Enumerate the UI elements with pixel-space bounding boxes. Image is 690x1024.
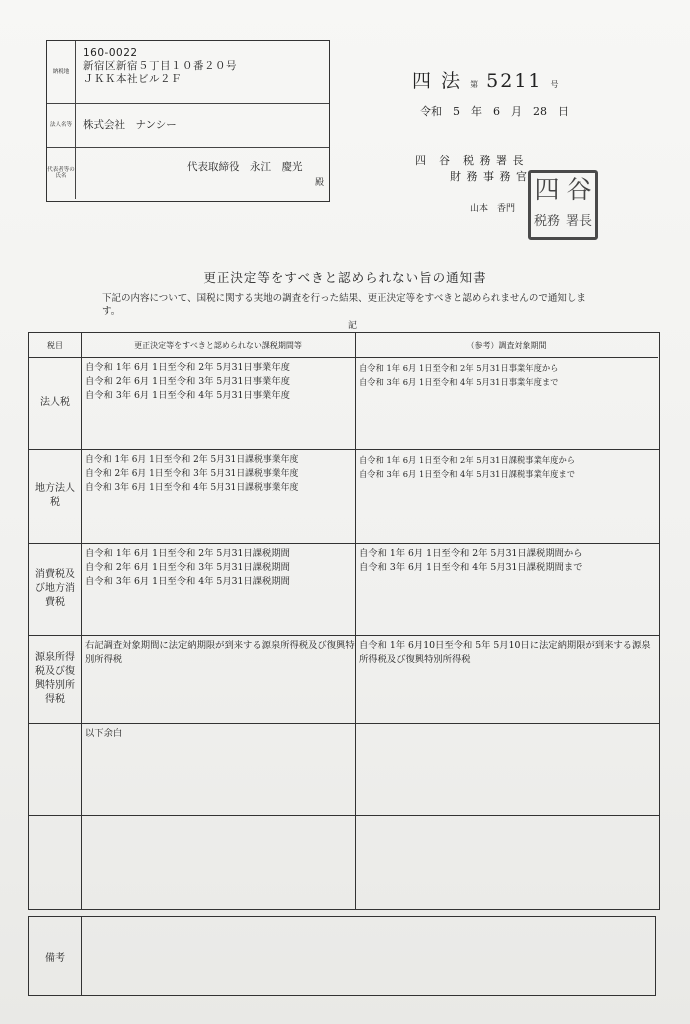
period-line: 自令和 1年 6月 1日至令和 2年 5月31日課税期間 [85,548,290,559]
seal-char: 谷 [566,174,592,204]
officer-title: 財 務 事 務 官 [450,170,528,183]
reference-cell [359,361,659,389]
taxpayer-box [46,40,330,202]
periods-cell [85,453,357,495]
address-value [83,47,325,86]
table-row [29,449,659,544]
period-line: 自令和 3年 6月 1日至令和 4年 5月31日事業年度 [85,390,290,401]
table-row [29,543,659,636]
document-date: 令和 5 年 6 月 28 日 [420,105,569,118]
reference-line: 自令和 1年 6月 1日至令和 2年 5月31日事業年度から [359,363,559,373]
tax-item-cell [29,723,81,815]
period-line: 自令和 2年 6月 1日至令和 3年 5月31日課税事業年度 [85,469,299,479]
table-body [29,357,659,909]
period-line: 以下余白 [85,728,123,739]
official-seal [528,170,598,240]
period-line: 自令和 1年 6月 1日至令和 2年 5月31日課税事業年度 [85,455,299,465]
reference-line: 自令和 3年 6月 1日至令和 4年 5月31日事業年度まで [359,377,559,387]
representative-label: 代表者等の氏名 [47,147,76,199]
address-label: 納税地 [47,41,76,103]
officer-name: 山本 香門 [470,204,516,214]
address-line: 160-0022 [83,47,138,59]
intro-text: 下記の内容について、国税に関する実地の調査を行った結果、更正決定等をすべきと認められませんので通知します。 [102,293,586,317]
period-line: 自令和 3年 6月 1日至令和 4年 5月31日課税期間 [85,576,290,587]
representative-name: 代表取締役 永江 慶光 [187,161,303,173]
honorific: 殿 [315,178,325,188]
tax-item-cell [29,815,81,909]
address-row [47,41,329,104]
document-number-value: 5211 [486,70,543,92]
table-row [29,357,659,450]
periods-cell [85,639,357,667]
company-name: 株式会社 ナンシー [83,119,177,131]
seal-char: 四 [534,174,560,204]
periods-cell [85,547,357,589]
company-row [47,103,329,148]
tax-table [28,332,660,910]
document-number-mark: 第 [470,80,479,89]
reference-cell [359,639,659,667]
remarks-label: 備考 [29,917,82,995]
tax-item-cell: 消費税及び地方消費税 [35,569,75,608]
document-number-suffix: 号 [550,80,559,89]
tax-item-cell: 源泉所得税及び復興特別所得税 [35,652,75,705]
periods-cell [85,361,357,403]
reference-cell [359,547,659,575]
period-line: 自令和 1年 6月 1日至令和 2年 5月31日事業年度 [85,362,290,373]
seal-char: 税務 [533,213,560,229]
tax-item-cell: 法人税 [40,397,70,408]
reference-cell [359,453,659,481]
tax-item-cell: 地方法人税 [35,483,75,508]
document-number [412,66,559,93]
table-row [29,635,659,724]
header-reference: （参考）調査対象期間 [355,333,658,358]
period-line: 右記調査対象期間に法定納期限が到来する源泉所得税及び復興特別所得税 [85,640,355,665]
period-line: 自令和 2年 6月 1日至令和 3年 5月31日事業年度 [85,376,290,387]
table-row [29,723,659,816]
table-row [29,815,659,909]
document-number-prefix: 四 法 [412,70,463,92]
address-line: 新宿区新宿５丁目１０番２０号 [83,60,237,72]
document-title: 更正決定等をすべきと認められない旨の通知書 [203,270,487,285]
reference-line: 自令和 1年 6月 1日至令和 2年 5月31日課税事業年度から [359,455,576,465]
remarks-box [28,916,656,996]
period-line: 自令和 2年 6月 1日至令和 3年 5月31日課税期間 [85,562,290,573]
reference-line: 自令和 3年 6月 1日至令和 4年 5月31日課税事業年度まで [359,469,576,479]
period-line: 自令和 3年 6月 1日至令和 4年 5月31日課税事業年度 [85,483,299,493]
reference-line: 自令和 3年 6月 1日至令和 4年 5月31日課税期間まで [359,562,583,573]
header-periods: 更正決定等をすべきと認められない課税期間等 [81,333,355,358]
representative-row [47,147,329,199]
reference-line: 自令和 1年 6月10日至令和 5年 5月10日に法定納期限が到来する源泉所得税及び復興特別所得税 [359,640,651,665]
ki-mark: 記 [348,321,358,331]
company-label: 法人名等 [47,103,76,147]
tax-office-title: 四 谷 税 務 署 長 [415,154,525,167]
header-tax-item: 税目 [29,333,81,358]
seal-char: 署長 [565,213,592,229]
address-line: ＪＫＫ本社ビル２Ｆ [83,73,182,85]
periods-cell [85,727,357,741]
reference-line: 自令和 1年 6月 1日至令和 2年 5月31日課税期間から [359,548,583,559]
